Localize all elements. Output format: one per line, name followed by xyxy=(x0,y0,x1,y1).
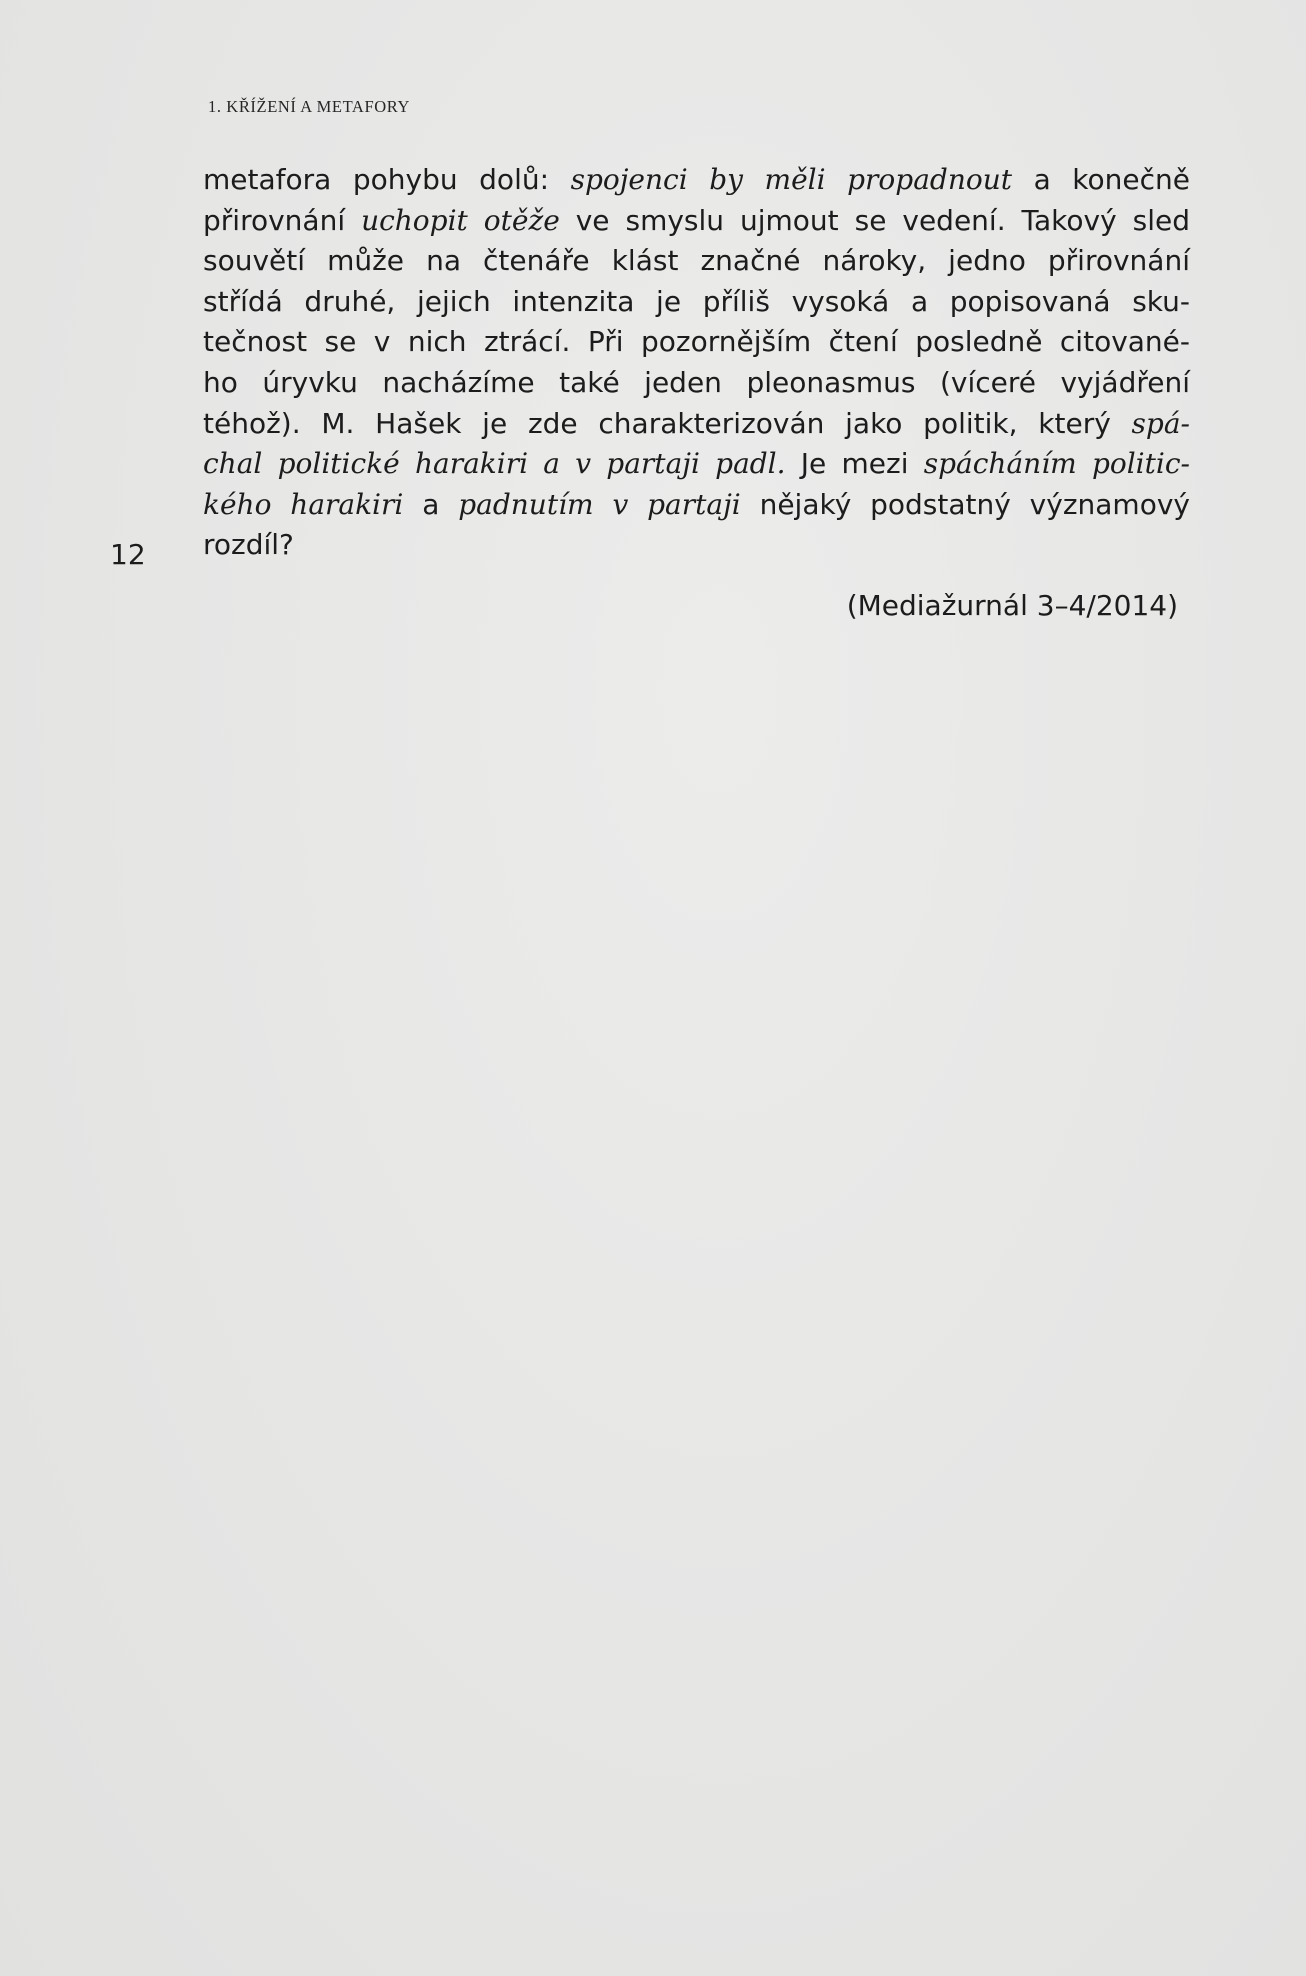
paragraph-line xyxy=(203,363,1190,404)
body-paragraph xyxy=(203,160,1190,566)
italic-phrase: uchopit otěže xyxy=(361,203,560,237)
plain-text: nějaký podstatný významový xyxy=(740,487,1190,521)
italic-phrase: padnutím v partaji xyxy=(458,487,741,521)
plain-text: souvětí může na čtenáře klást značné nároky, jedno přirovnání xyxy=(203,244,1190,278)
paragraph-line xyxy=(203,444,1190,485)
plain-text: ho úryvku nacházíme také jeden pleonasmus (víceré vyjádření xyxy=(203,365,1190,399)
plain-text: ve smyslu ujmout se vedení. Takový sled xyxy=(559,203,1191,237)
paragraph-line xyxy=(203,201,1190,242)
paragraph-line xyxy=(203,282,1190,323)
italic-phrase: chal politické harakiri a v partaji padl. xyxy=(203,447,786,481)
italic-phrase: spojenci by měli propadnout xyxy=(570,163,1013,196)
plain-text: přirovnání xyxy=(203,203,362,237)
paragraph-line xyxy=(203,485,1190,526)
page-number: 12 xyxy=(110,538,146,571)
running-head: 1. KŘÍŽENÍ A METAFORY xyxy=(208,97,410,116)
italic-phrase: spácháním politic- xyxy=(923,447,1190,481)
source-citation: (Mediažurnál 3–4/2014) xyxy=(846,589,1178,622)
plain-text: Je mezi xyxy=(785,447,924,481)
paragraph-line xyxy=(203,322,1190,363)
plain-text: a konečně xyxy=(1012,163,1190,196)
plain-text: a xyxy=(403,487,459,521)
paragraph-line xyxy=(203,404,1190,445)
italic-phrase: kého harakiri xyxy=(203,487,404,521)
plain-text: rozdíl? xyxy=(203,528,294,562)
paragraph-line xyxy=(203,241,1190,282)
plain-text: metafora pohybu dolů: xyxy=(203,163,571,196)
paragraph-line xyxy=(203,525,1190,566)
plain-text: střídá druhé, jejich intenzita je příliš vysoká a popisovaná sku- xyxy=(203,284,1190,318)
plain-text: téhož). M. Hašek je zde charakterizován jako politik, který xyxy=(203,406,1132,440)
paragraph-line xyxy=(203,160,1190,201)
plain-text: tečnost se v nich ztrácí. Při pozornějším čtení posledně citované- xyxy=(203,325,1190,359)
italic-phrase: spá- xyxy=(1131,406,1190,440)
